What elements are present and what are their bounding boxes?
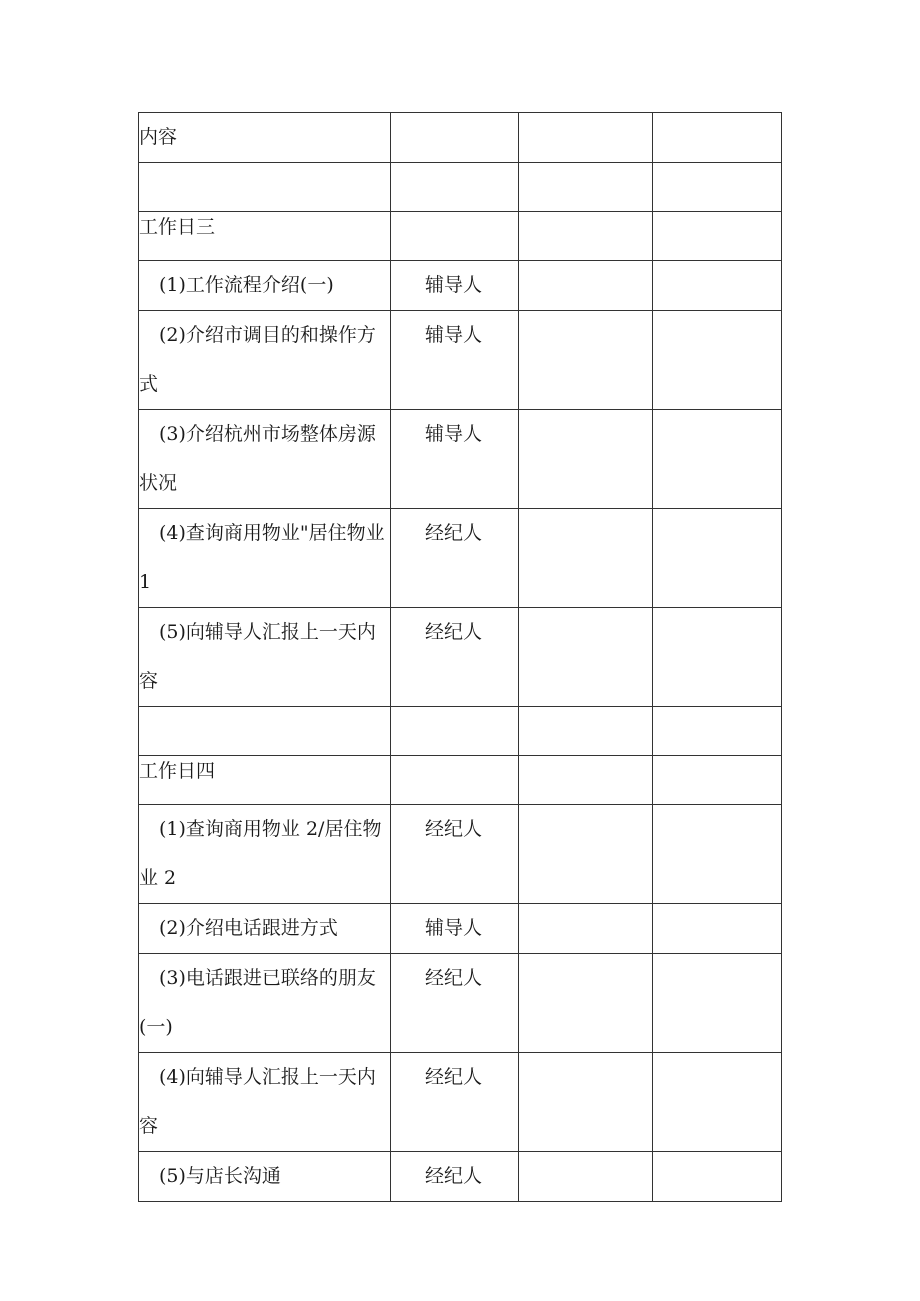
empty-cell: [653, 608, 782, 707]
empty-cell: [519, 608, 653, 707]
responsible-text: 经纪人: [424, 522, 482, 544]
task-text: (4)查询商用物业"居住物业 1: [139, 522, 385, 593]
task-text: (2)介绍电话跟进方式: [159, 917, 338, 939]
table-row: [139, 410, 782, 509]
table-row: [139, 904, 782, 954]
task-text: (1)查询商用物业 2/居住物业 2: [139, 818, 382, 889]
empty-cell: [653, 1152, 782, 1202]
table-row: [139, 113, 782, 163]
responsible-cell: [391, 608, 519, 707]
empty-cell: [519, 954, 653, 1053]
table-row: [139, 805, 782, 904]
responsible-cell: [391, 954, 519, 1053]
task-cell: [139, 954, 391, 1053]
task-cell: [139, 410, 391, 509]
task-cell: [139, 904, 391, 954]
empty-cell: [653, 212, 782, 261]
responsible-text: 辅导人: [424, 324, 482, 346]
responsible-cell: [391, 904, 519, 954]
empty-cell: [519, 261, 653, 311]
day-heading-cell: [139, 212, 391, 261]
table-row: [139, 1053, 782, 1152]
empty-cell: [519, 163, 653, 212]
day-heading: 工作日三: [139, 216, 216, 238]
table-row: [139, 608, 782, 707]
empty-cell: [519, 410, 653, 509]
task-text: (4)向辅导人汇报上一天内容: [139, 1066, 376, 1137]
responsible-text: 经纪人: [424, 818, 482, 840]
responsible-text: 辅导人: [424, 423, 482, 445]
table-row: [139, 212, 782, 261]
task-text: (5)与店长沟通: [159, 1165, 281, 1187]
responsible-cell: [391, 805, 519, 904]
table-row: [139, 707, 782, 756]
task-cell: [139, 261, 391, 311]
empty-cell: [653, 113, 782, 163]
table-row: [139, 261, 782, 311]
day-heading: 工作日四: [139, 760, 216, 782]
task-cell: [139, 113, 391, 163]
responsible-cell: [391, 113, 519, 163]
empty-cell: [653, 410, 782, 509]
empty-cell: [519, 509, 653, 608]
table-row: [139, 756, 782, 805]
responsible-cell: [391, 261, 519, 311]
empty-cell: [653, 954, 782, 1053]
task-cell: [139, 707, 391, 756]
empty-cell: [519, 212, 653, 261]
empty-cell: [653, 756, 782, 805]
responsible-text: 辅导人: [424, 917, 482, 939]
responsible-text: 经纪人: [424, 621, 482, 643]
task-text: (3)介绍杭州市场整体房源状况: [139, 423, 376, 494]
task-text: (2)介绍市调目的和操作方式: [139, 324, 376, 395]
day-heading-cell: [139, 756, 391, 805]
empty-cell: [519, 707, 653, 756]
empty-cell: [519, 756, 653, 805]
responsible-text: 经纪人: [424, 1165, 482, 1187]
empty-cell: [653, 904, 782, 954]
table-row: [139, 1152, 782, 1202]
empty-cell: [519, 1152, 653, 1202]
empty-cell: [519, 1053, 653, 1152]
empty-cell: [653, 509, 782, 608]
responsible-cell: [391, 509, 519, 608]
task-text: 内容: [139, 126, 178, 148]
responsible-cell: [391, 1053, 519, 1152]
responsible-cell: [391, 707, 519, 756]
empty-cell: [653, 163, 782, 212]
responsible-cell: [391, 311, 519, 410]
task-cell: [139, 1053, 391, 1152]
empty-cell: [519, 113, 653, 163]
task-text: (3)电话跟进已联络的朋友(一): [139, 967, 376, 1038]
responsible-cell: [391, 1152, 519, 1202]
responsible-cell: [391, 410, 519, 509]
training-schedule-table: [138, 112, 782, 1202]
empty-cell: [519, 311, 653, 410]
responsible-cell: [391, 212, 519, 261]
task-cell: [139, 163, 391, 212]
empty-cell: [653, 707, 782, 756]
task-cell: [139, 805, 391, 904]
responsible-cell: [391, 163, 519, 212]
table-row: [139, 311, 782, 410]
task-cell: [139, 1152, 391, 1202]
empty-cell: [519, 904, 653, 954]
empty-cell: [653, 1053, 782, 1152]
responsible-cell: [391, 756, 519, 805]
table-row: [139, 163, 782, 212]
task-cell: [139, 509, 391, 608]
empty-cell: [653, 311, 782, 410]
task-text: (5)向辅导人汇报上一天内容: [139, 621, 376, 692]
empty-cell: [653, 805, 782, 904]
table-row: [139, 954, 782, 1053]
empty-cell: [653, 261, 782, 311]
task-cell: [139, 608, 391, 707]
responsible-text: 辅导人: [424, 274, 482, 296]
responsible-text: 经纪人: [424, 967, 482, 989]
task-text: (1)工作流程介绍(一): [159, 274, 334, 296]
task-cell: [139, 311, 391, 410]
table-row: [139, 509, 782, 608]
responsible-text: 经纪人: [424, 1066, 482, 1088]
empty-cell: [519, 805, 653, 904]
